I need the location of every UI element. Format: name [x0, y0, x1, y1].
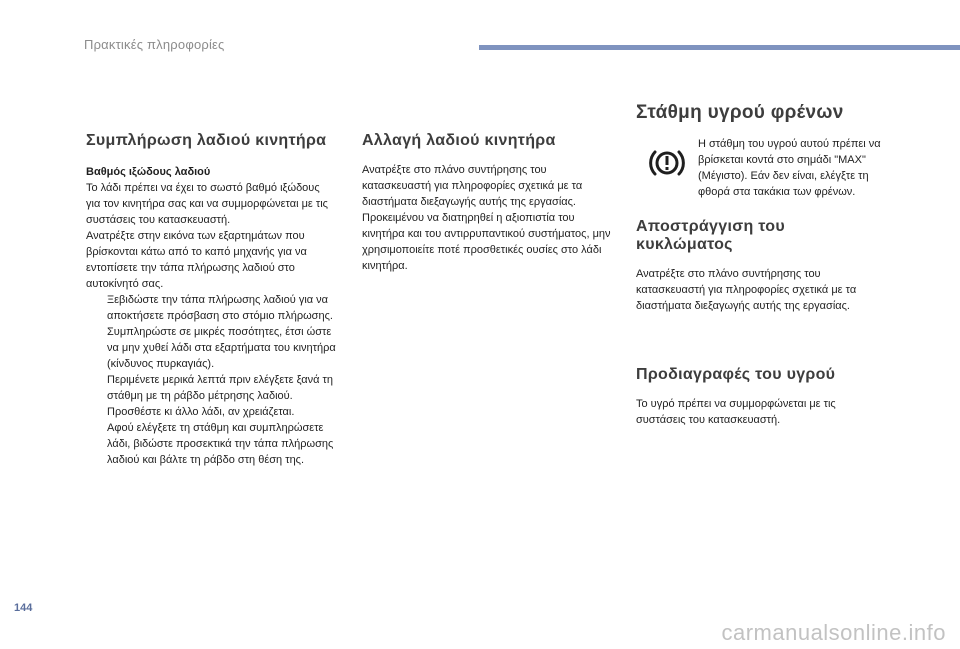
instruction-item	[86, 420, 336, 468]
column-brake-fluid	[636, 102, 886, 428]
watermark: carmanualsonline.info	[721, 620, 946, 645]
paragraph-fluid-specs: Το υγρό πρέπει να συμμορφώνεται με τις συστάσεις του κατασκευαστή.	[636, 398, 836, 426]
column-engine-oil-topup	[86, 132, 336, 468]
instruction-item	[86, 324, 336, 372]
instruction-item	[86, 372, 336, 404]
section-title-circuit-drain: Αποστράγγιση του κυκλώματος	[636, 218, 785, 253]
paragraph-brake-fluid-level: Η στάθμη του υγρού αυτού πρέπει να βρίσκεται κοντά στο σημάδι "MAX" (Μέγιστο). Εάν δεν είναι, ελέγξτε τη φθορά στα τακάκια των φρένων.	[698, 138, 881, 198]
paragraph-oil-change-schedule: Ανατρέξτε στο πλάνο συντήρησης του κατασκευαστή για πληροφορίες σχετικά με τα διαστήματα διεξαγωγής αυτής της εργασίας.	[362, 164, 583, 208]
section-title-fluid-specs: Προδιαγραφές του υγρού	[636, 366, 836, 383]
instruction-text: Συμπληρώστε σε μικρές ποσότητες, έτσι ώστε να μην χυθεί λάδι στα εξαρτήματα του κινητήρα (κίνδυνος πυρκαγιάς).	[107, 326, 336, 370]
instruction-item	[86, 404, 336, 420]
paragraph-no-additives: Προκειμένου να διατηρηθεί η αξιοπιστία του κινητήρα και του αντιρρυπαντικού συστήματος, μην χρησιμοποιείτε ποτέ προσθετικές ουσίες στο λάδι κινητήρα.	[362, 212, 611, 272]
instruction-item	[86, 292, 336, 324]
section-title-oil-change: Αλλαγή λαδιού κινητήρα	[362, 132, 556, 149]
instruction-text: Περιμένετε μερικά λεπτά πριν ελέγξετε ξανά τη στάθμη με τη ράβδο μέτρησης λαδιού.	[107, 374, 333, 402]
column-oil-change	[362, 132, 612, 274]
page-number: 144	[14, 602, 33, 614]
paragraph-oil-grade: Το λάδι πρέπει να έχει το σωστό βαθμό ιξώδους για τον κινητήρα σας και να συμμορφώνεται με τις συστάσεις του κατασκευαστή.	[86, 182, 328, 226]
brake-warning-icon	[644, 140, 690, 186]
instruction-text: Ξεβιδώστε την τάπα πλήρωσης λαδιού για να αποκτήσετε πρόσβαση στο στόμιο πλήρωσης.	[107, 294, 333, 322]
instruction-text: Αφού ελέγξετε τη στάθμη και συμπληρώσετε λάδι, βιδώστε προσεκτικά την τάπα πλήρωσης λαδιού και βάλτε τη ράβδο στη θέση της.	[107, 422, 334, 466]
instruction-text: Προσθέστε κι άλλο λάδι, αν χρειάζεται.	[107, 406, 295, 418]
paragraph-filler-cap-location: Ανατρέξτε στην εικόνα των εξαρτημάτων που βρίσκονται κάτω από το καπό μηχανής για να εντοπίσετε την τάπα πλήρωσης λαδιού στο αυτοκίνητό σας.	[86, 230, 307, 290]
instruction-list	[86, 292, 336, 468]
section-header-title: Πρακτικές πληροφορίες	[84, 37, 225, 52]
header-accent-bar	[479, 45, 960, 50]
paragraph-drain-schedule: Ανατρέξτε στο πλάνο συντήρησης του κατασκευαστή για πληροφορίες σχετικά με τα διαστήματα διεξαγωγής αυτής της εργασίας.	[636, 268, 857, 312]
section-title-oil-topup: Συμπλήρωση λαδιού κινητήρα	[86, 132, 327, 149]
section-title-brake-fluid: Στάθμη υγρού φρένων	[636, 102, 844, 123]
brake-fluid-level-block	[636, 136, 886, 200]
subheading-viscosity: Βαθμός ιξώδους λαδιού	[86, 166, 211, 178]
